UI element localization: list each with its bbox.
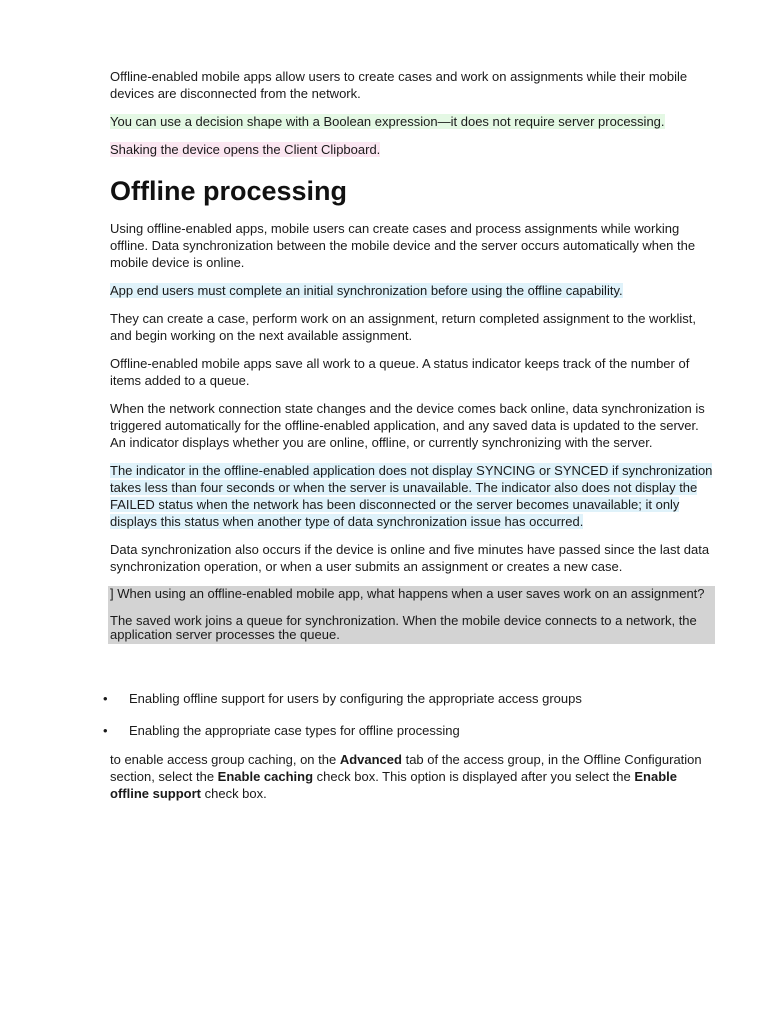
closing-paragraph xyxy=(110,751,715,802)
bullet-item xyxy=(105,722,710,739)
note-pink-paragraph xyxy=(110,141,715,158)
note-blue-text-1: App end users must complete an initial synchronization before using the offline capability. xyxy=(110,283,623,298)
note-blue-text-2: The indicator in the offline-enabled application does not display SYNCING or SYNCED if synchronization takes less than four seconds or when the server is unavailable. The indicator also does not display the FAILED status when the network has been disconnected or the server becomes unavailable; it only displays this status when another type of data synchronization issue has occurred. xyxy=(110,463,713,529)
section-paragraph-3: Offline-enabled mobile apps save all work to a queue. A status indicator keeps track of the number of items added to a queue. xyxy=(110,356,690,388)
note-green-text: You can use a decision shape with a Boolean expression—it does not require server processing. xyxy=(110,114,665,129)
closing-text-3: check box. This option is displayed after you select the xyxy=(313,769,635,784)
section-paragraph-5: Data synchronization also occurs if the device is online and five minutes have passed since the last data synchronization operation, or when a user submits an assignment or creates a new case. xyxy=(110,542,710,574)
enable-caching-label: Enable caching xyxy=(217,769,314,784)
intro-paragraph: Offline-enabled mobile apps allow users to create cases and work on assignments while their mobile devices are disconnected from the network. xyxy=(110,69,688,101)
section-paragraph-4: When the network connection state changes and the device comes back online, data synchronization is triggered automatically for the offline-enabled application, and any saved data is updated to the server. An indicator displays whether you are online, offline, or currently synchronizing with the server. xyxy=(110,401,705,450)
closing-text-2: tab of the access group, in the Offline Configuration section, select the xyxy=(110,752,702,784)
bullet-item xyxy=(105,690,710,707)
note-blue-paragraph-1 xyxy=(110,282,715,299)
section-heading: Offline processing xyxy=(110,176,348,206)
bullet-marker: • xyxy=(103,723,108,738)
bullet-item-text: Enabling the appropriate case types for offline processing xyxy=(129,723,460,738)
section-paragraph-1: Using offline-enabled apps, mobile users can create cases and process assignments while working offline. Data synchronization between the mobile device and the server occurs automatically when the mobile device is online. xyxy=(110,221,696,270)
section-paragraph-2: They can create a case, perform work on an assignment, return completed assignment to the worklist, and begin working on the next available assignment. xyxy=(110,311,696,343)
closing-text-4: check box. xyxy=(201,786,267,801)
qa-box xyxy=(108,586,715,644)
note-blue-paragraph-2 xyxy=(110,462,715,530)
closing-text-1: to enable access group caching, on the xyxy=(110,752,340,767)
enable-offline-support-label: Enable offline support xyxy=(110,769,677,801)
bullet-item-text: Enabling offline support for users by configuring the appropriate access groups xyxy=(129,691,582,706)
note-green-paragraph xyxy=(110,113,715,130)
qa-answer: The saved work joins a queue for synchronization. When the mobile device connects to a network, the application server processes the queue. xyxy=(110,613,697,642)
spacer xyxy=(110,644,715,690)
note-pink-text: Shaking the device opens the Client Clipboard. xyxy=(110,142,381,157)
bullet-marker: • xyxy=(103,691,108,706)
advanced-tab-label: Advanced xyxy=(339,752,402,767)
document-page xyxy=(103,68,715,813)
bullet-list xyxy=(105,690,710,739)
qa-question: ] When using an offline-enabled mobile app, what happens when a user saves work on an assignment? xyxy=(110,586,705,601)
